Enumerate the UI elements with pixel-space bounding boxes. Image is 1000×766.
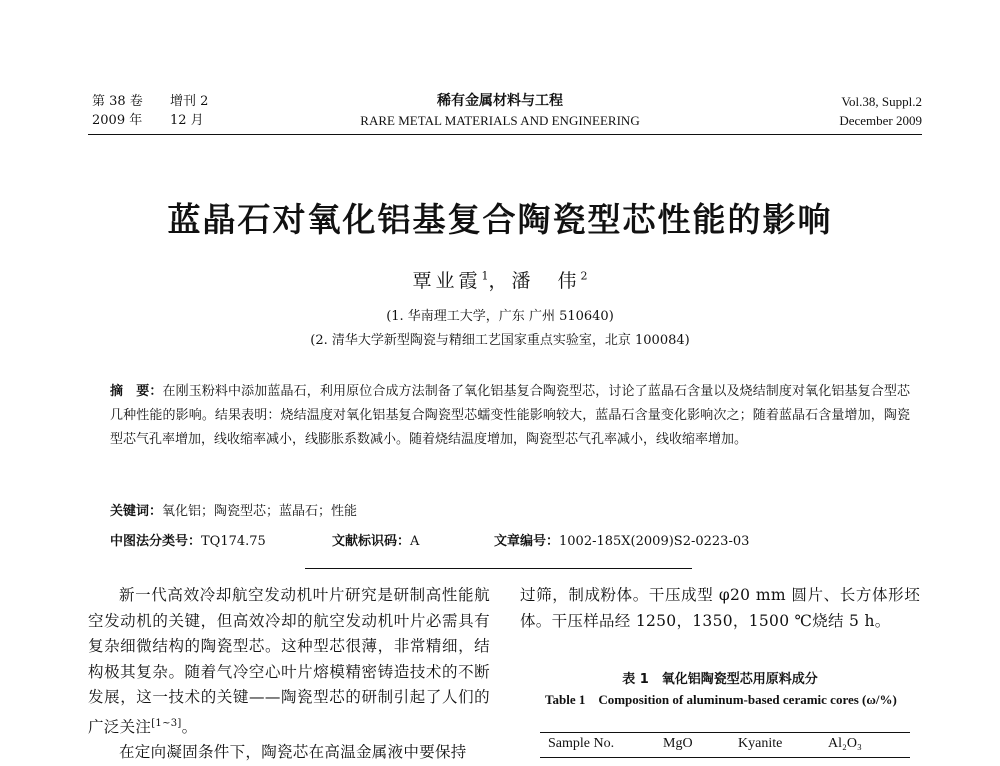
abstract-label: 摘 要： — [110, 384, 163, 399]
table-col-sample: Sample No. — [548, 736, 615, 751]
date-en: December 2009 — [839, 113, 922, 128]
keywords-label: 关键词： — [110, 504, 163, 519]
table-header-rule — [540, 757, 910, 758]
para1-text: 新一代高效冷却航空发动机叶片研究是研制高性能航空发动机的关键，但高效冷却的航空发动机叶片必需具有复杂细微结构的陶瓷型芯。这种型芯很薄，非常精细，结构极其复杂。随着气冷空心叶片熔模精密铸造技术的不断发展，这一技术的关键——陶瓷型芯的研制引起了人们的广泛关注 — [88, 586, 490, 736]
paper-title: 蓝晶石对氧化铝基复合陶瓷型芯性能的影响 — [167, 200, 833, 239]
table-caption-en: Table 1 Composition of aluminum-based ceramic cores (ω/%) — [545, 692, 897, 707]
author-1-affil-mark: 1 — [481, 269, 489, 283]
body-column-left — [88, 583, 490, 766]
running-header-center — [300, 92, 700, 130]
doc-code-value: A — [410, 534, 420, 549]
author-2-affil-mark: 2 — [580, 269, 588, 283]
issue-cn: 增刊 2 — [170, 94, 209, 109]
citation: [1~3] — [151, 717, 182, 729]
abstract-separator — [305, 568, 692, 569]
keywords — [110, 500, 357, 519]
body-paragraph-2: 在定向凝固条件下，陶瓷芯在高温金属液中要保持 — [119, 743, 467, 762]
year-cn: 2009 年 — [92, 113, 143, 128]
table-top-rule — [540, 732, 910, 733]
running-header-right — [839, 92, 922, 130]
author-1: 覃业霞 — [412, 270, 482, 292]
clc-label: 中图法分类号： — [110, 534, 202, 549]
journal-name-cn: 稀有金属材料与工程 — [437, 93, 563, 109]
abstract-text: 在刚玉粉料中添加蓝晶石，利用原位合成方法制备了氧化铝基复合陶瓷型芯，讨论了蓝晶石含量以及烧结制度对氧化铝基复合型芯几种性能的影响。结果表明：烧结温度对氧化铝基复合陶瓷型芯蠕变性能影响较大，蓝晶石含量变化影响次之；随着蓝晶石含量增加，陶瓷型芯气孔率增加，线收缩率减小，线膨胀系数减小。随着烧结温度增加，陶瓷型芯气孔率减小，线收缩率增加。 — [110, 384, 910, 447]
para1-end: 。 — [181, 717, 198, 736]
body-paragraph-1 — [88, 583, 490, 740]
volume-cn: 第 38 卷 — [92, 94, 143, 109]
article-no-label: 文章编号： — [494, 534, 560, 549]
author-line — [0, 266, 1000, 293]
affiliation-1: (1. 华南理工大学，广东 广州 510640) — [386, 309, 614, 324]
table-caption-cn — [520, 668, 920, 687]
header-rule — [88, 134, 922, 135]
table-header-row — [540, 736, 910, 752]
table-label-cn: 表 1 — [622, 672, 649, 687]
body-column-right — [520, 583, 920, 634]
author-separator: ， — [488, 270, 512, 292]
journal-name-en: RARE METAL MATERIALS AND ENGINEERING — [360, 113, 640, 128]
table-col-kyanite: Kyanite — [738, 736, 783, 751]
classification-line — [110, 530, 930, 549]
clc-value: TQ174.75 — [201, 534, 266, 549]
month-cn: 12 月 — [170, 113, 204, 128]
running-header-left — [92, 92, 208, 130]
volume-en: Vol.38, Suppl.2 — [841, 94, 922, 109]
abstract — [110, 380, 910, 452]
article-no-value: 1002-185X(2009)S2-0223-03 — [559, 534, 750, 549]
author-2: 潘 伟 — [511, 270, 581, 292]
keywords-text: 氧化铝；陶瓷型芯；蓝晶石；性能 — [162, 504, 358, 519]
table-col-mgo: MgO — [663, 736, 693, 751]
doc-code-label: 文献标识码： — [332, 534, 411, 549]
table-col-al2o3: Al₂O₃ — [828, 736, 862, 751]
body-paragraph-right: 过筛，制成粉体。干压成型 φ20 mm 圆片、长方体形坯体。干压样品经 1250，1350，1500 ℃烧结 5 h。 — [520, 586, 920, 630]
table-title-cn: 氧化铝陶瓷型芯用原料成分 — [661, 672, 818, 687]
affiliation-2: (2. 清华大学新型陶瓷与精细工艺国家重点实验室，北京 100084) — [310, 333, 690, 348]
